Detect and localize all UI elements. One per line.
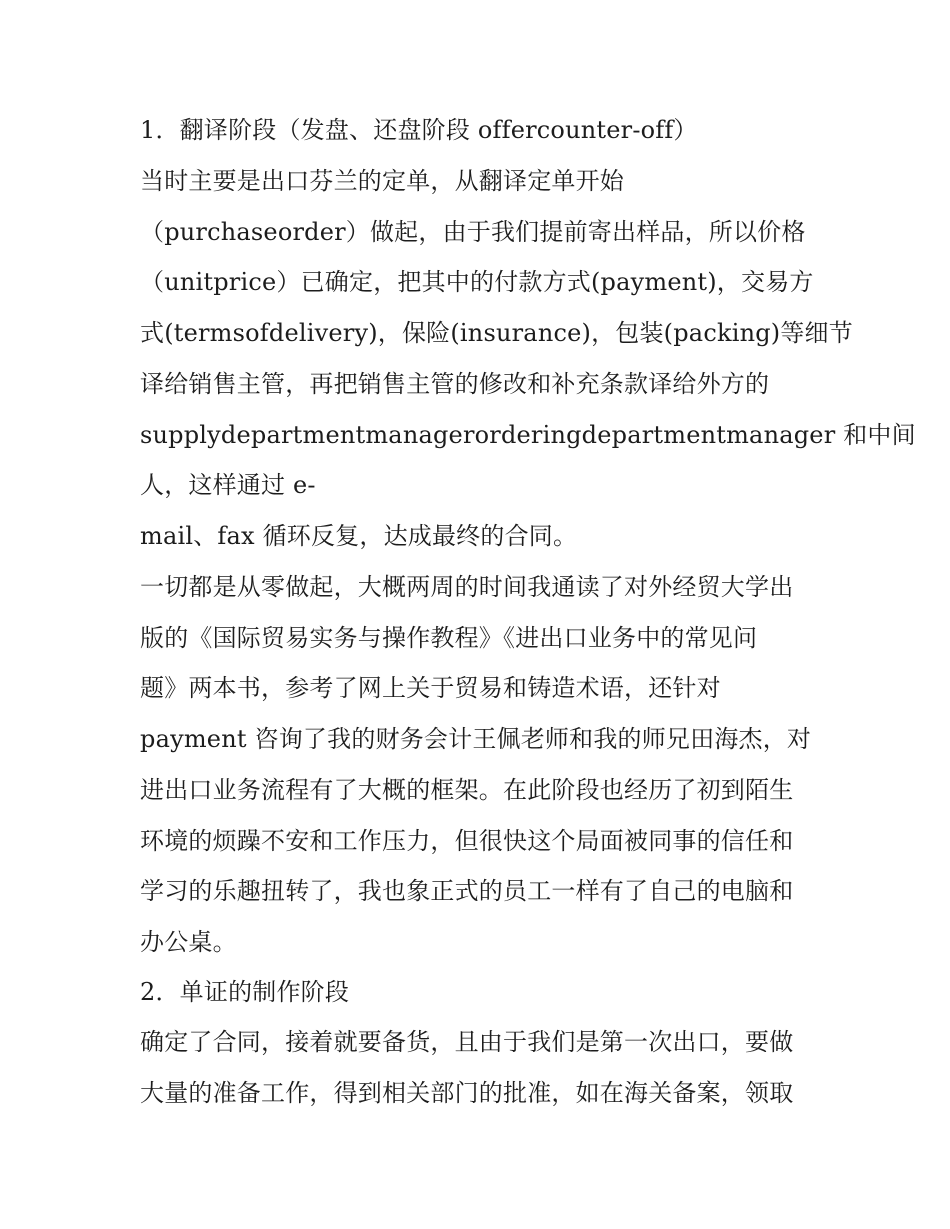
paragraph-line: 当时主要是出口芬兰的定单，从翻译定单开始 <box>140 167 624 195</box>
paragraph-line: 式(termsofdelivery)，保险(insurance)，包装(packing)等细节 <box>140 319 853 347</box>
paragraph-line: 题》两本书，参考了网上关于贸易和铸造术语，还针对 <box>140 674 721 702</box>
paragraph-line: 大量的准备工作，得到相关部门的批准，如在海关备案，领取 <box>140 1079 794 1107</box>
paragraph-line: （unitprice）已确定，把其中的付款方式(payment)，交易方 <box>140 268 814 296</box>
paragraph-line: 办公桌。 <box>140 928 237 956</box>
paragraph-line: supplydepartmentmanagerorderingdepartmentmanager 和中间 <box>140 421 916 449</box>
heading-documents-stage: 2．单证的制作阶段 <box>140 978 350 1006</box>
paragraph-line: 确定了合同，接着就要备货，且由于我们是第一次出口，要做 <box>140 1028 794 1056</box>
paragraph-line: 译给销售主管，再把销售主管的修改和补充条款译给外方的 <box>140 370 770 398</box>
paragraph-line: 版的《国际贸易实务与操作教程》《进出口业务中的常见问 <box>140 624 758 652</box>
paragraph-line: payment 咨询了我的财务会计王佩老师和我的师兄田海杰，对 <box>140 725 812 753</box>
paragraph-line: mail、fax 循环反复，达成最终的合同。 <box>140 522 578 550</box>
paragraph-line: 人，这样通过 e- <box>140 471 316 499</box>
paragraph-line: （purchaseorder）做起，由于我们提前寄出样品，所以价格 <box>140 218 806 246</box>
paragraph-line: 进出口业务流程有了大概的框架。在此阶段也经历了初到陌生 <box>140 776 794 804</box>
paragraph-line: 环境的烦躁不安和工作压力，但很快这个局面被同事的信任和 <box>140 827 794 855</box>
heading-translation-stage: 1．翻译阶段（发盘、还盘阶段 offercounter-off） <box>140 116 698 144</box>
paragraph-line: 学习的乐趣扭转了，我也象正式的员工一样有了自己的电脑和 <box>140 877 794 905</box>
paragraph-line: 一切都是从零做起，大概两周的时间我通读了对外经贸大学出 <box>140 573 794 601</box>
